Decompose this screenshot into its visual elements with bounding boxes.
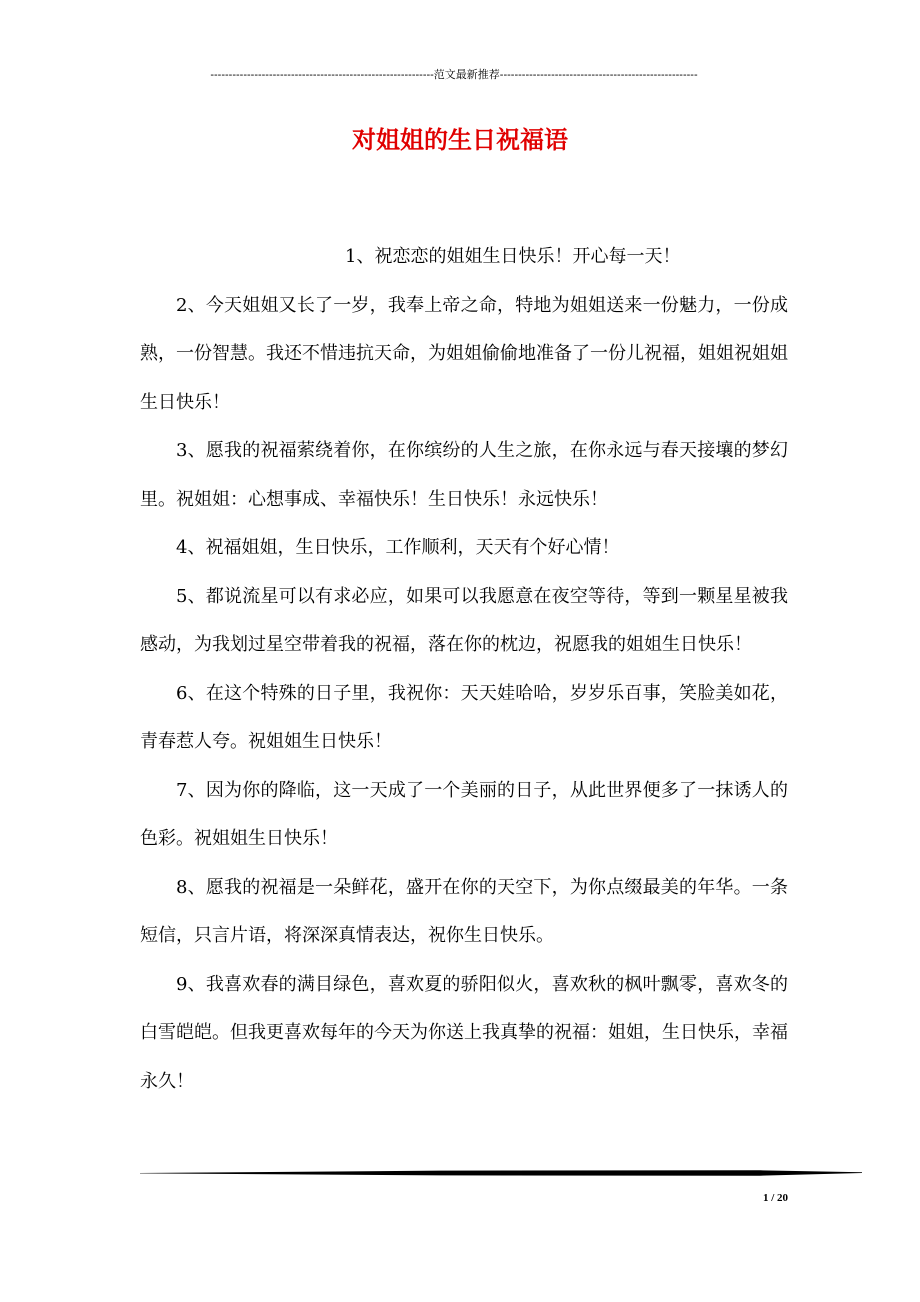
paragraph-6: 6、在这个特殊的日子里，我祝你：天天娃哈哈，岁岁乐百事，笑脸美如花，青春惹人夸。祝姐姐生日快乐！ [140,682,788,752]
page-header: -------------------------------------------------------------范文最新推荐------------------------------------------------------ [210,69,698,81]
page-number: 1 / 20 [762,1192,788,1204]
paragraph-3: 3、愿我的祝福萦绕着你，在你缤纷的人生之旅，在你永远与春天接壤的梦幻里。祝姐姐：心想事成、幸福快乐！生日快乐！永远快乐！ [140,440,788,510]
document-body [140,233,788,1106]
paragraph-8: 8、愿我的祝福是一朵鲜花，盛开在你的天空下，为你点缀最美的年华。一条短信，只言片语，将深深真情表达，祝你生日快乐。 [140,876,788,946]
paragraph-7: 7、因为你的降临，这一天成了一个美丽的日子，从此世界便多了一抹诱人的色彩。祝姐姐生日快乐！ [140,779,788,849]
paragraph-5: 5、都说流星可以有求必应，如果可以我愿意在夜空等待，等到一颗星星被我感动，为我划过星空带着我的祝福，落在你的枕边，祝愿我的姐姐生日快乐！ [140,585,788,655]
paragraph-4: 4、祝福姐姐，生日快乐，工作顺利，天天有个好心情！ [176,537,620,558]
document-title: 对姐姐的生日祝福语 [352,125,568,154]
paragraph-1: 1、祝恋恋的姐姐生日快乐！开心每一天！ [345,246,681,267]
paragraph-2: 2、今天姐姐又长了一岁，我奉上帝之命，特地为姐姐送来一份魅力，一份成熟，一份智慧。我还不惜违抗天命，为姐姐偷偷地准备了一份儿祝福，姐姐祝姐姐生日快乐！ [140,294,788,413]
footer-rule [140,1170,862,1176]
paragraph-9: 9、我喜欢春的满目绿色，喜欢夏的骄阳似火，喜欢秋的枫叶飘零，喜欢冬的白雪皑皑。但我更喜欢每年的今天为你送上我真挚的祝福：姐姐，生日快乐，幸福永久！ [140,973,788,1092]
